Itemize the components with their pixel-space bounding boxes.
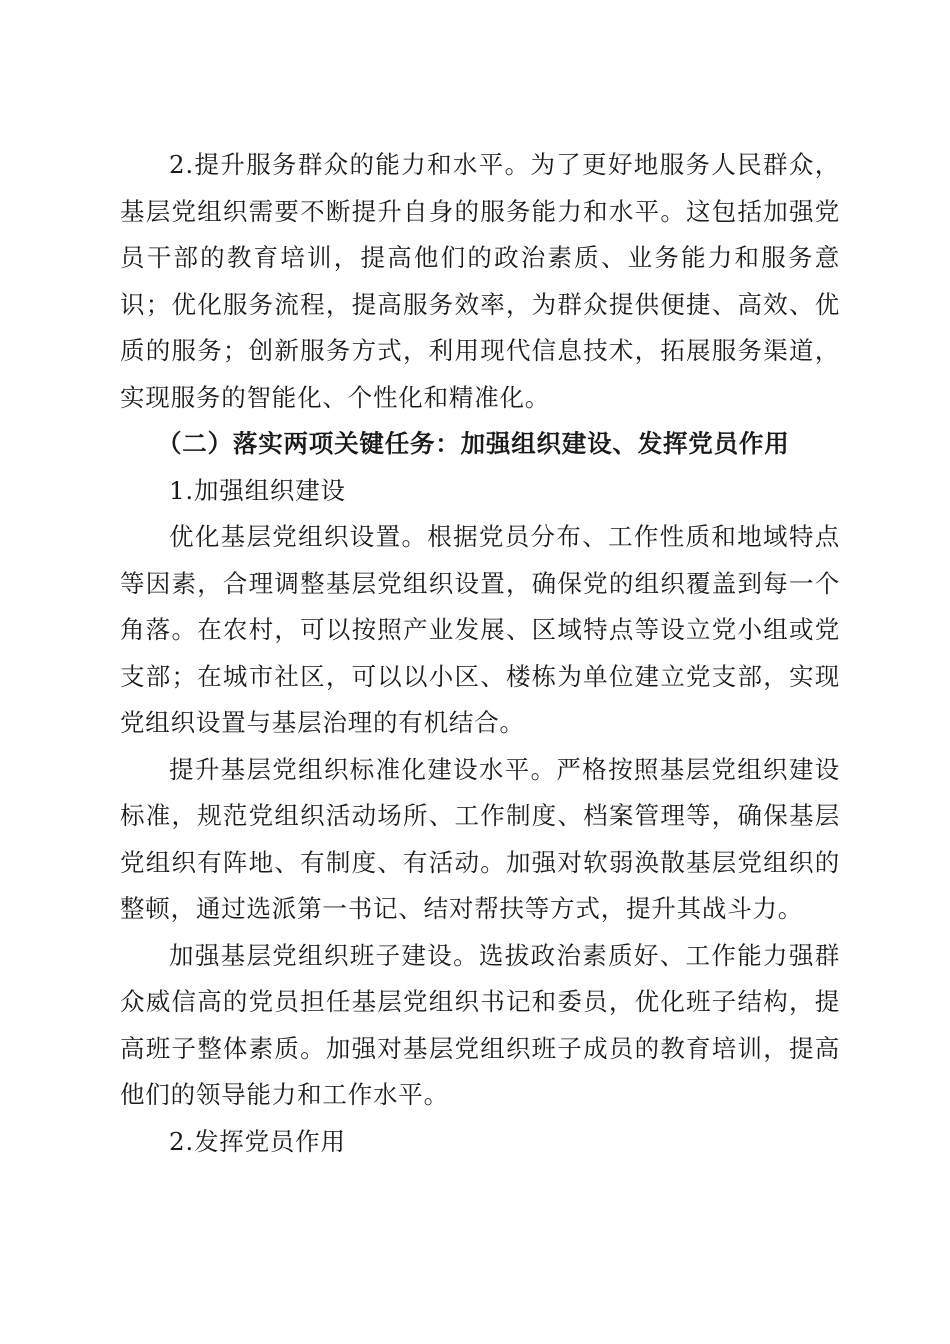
paragraph-leadership-team: 加强基层党组织班子建设。选拔政治素质好、工作能力强群众威信高的党员担任基层党组织书记和委员，优化班子结构，提高班子整体素质。加强对基层党组织班子成员的教育培训，提高他们的领导能力和工作水平。: [120, 940, 840, 1109]
document-body: [120, 142, 840, 1165]
section-heading-two-tasks: （二）落实两项关键任务：加强组织建设、发挥党员作用: [157, 429, 790, 458]
paragraph-service-ability: 2.提升服务群众的能力和水平。为了更好地服务人民群众，基层党组织需要不断提升自身的服务能力和水平。这包括加强党员干部的教育培训，提高他们的政治素质、业务能力和服务意识；优化服务流程，提高服务效率，为群众提供便捷、高效、优质的服务；创新服务方式，利用现代信息技术，拓展服务渠道，实现服务的智能化、个性化和精准化。: [120, 150, 840, 412]
paragraph-optimize-setup: 优化基层党组织设置。根据党员分布、工作性质和地域特点等因素，合理调整基层党组织设置，确保党的组织覆盖到每一个角落。在农村，可以按照产业发展、区域特点等设立党小组或党支部；在城市社区，可以以小区、楼栋为单位建立党支部，实现党组织设置与基层治理的有机结合。: [120, 522, 840, 737]
subheading-organization-building: 1.加强组织建设: [169, 475, 346, 505]
paragraph-standardization: 提升基层党组织标准化建设水平。严格按照基层党组织建设标准，规范党组织活动场所、工作制度、档案管理等，确保基层党组织有阵地、有制度、有活动。加强对软弱涣散基层党组织的整顿，通过选派第一书记、结对帮扶等方式，提升其战斗力。: [120, 754, 840, 923]
subheading-member-role: 2.发挥党员作用: [169, 1126, 346, 1156]
